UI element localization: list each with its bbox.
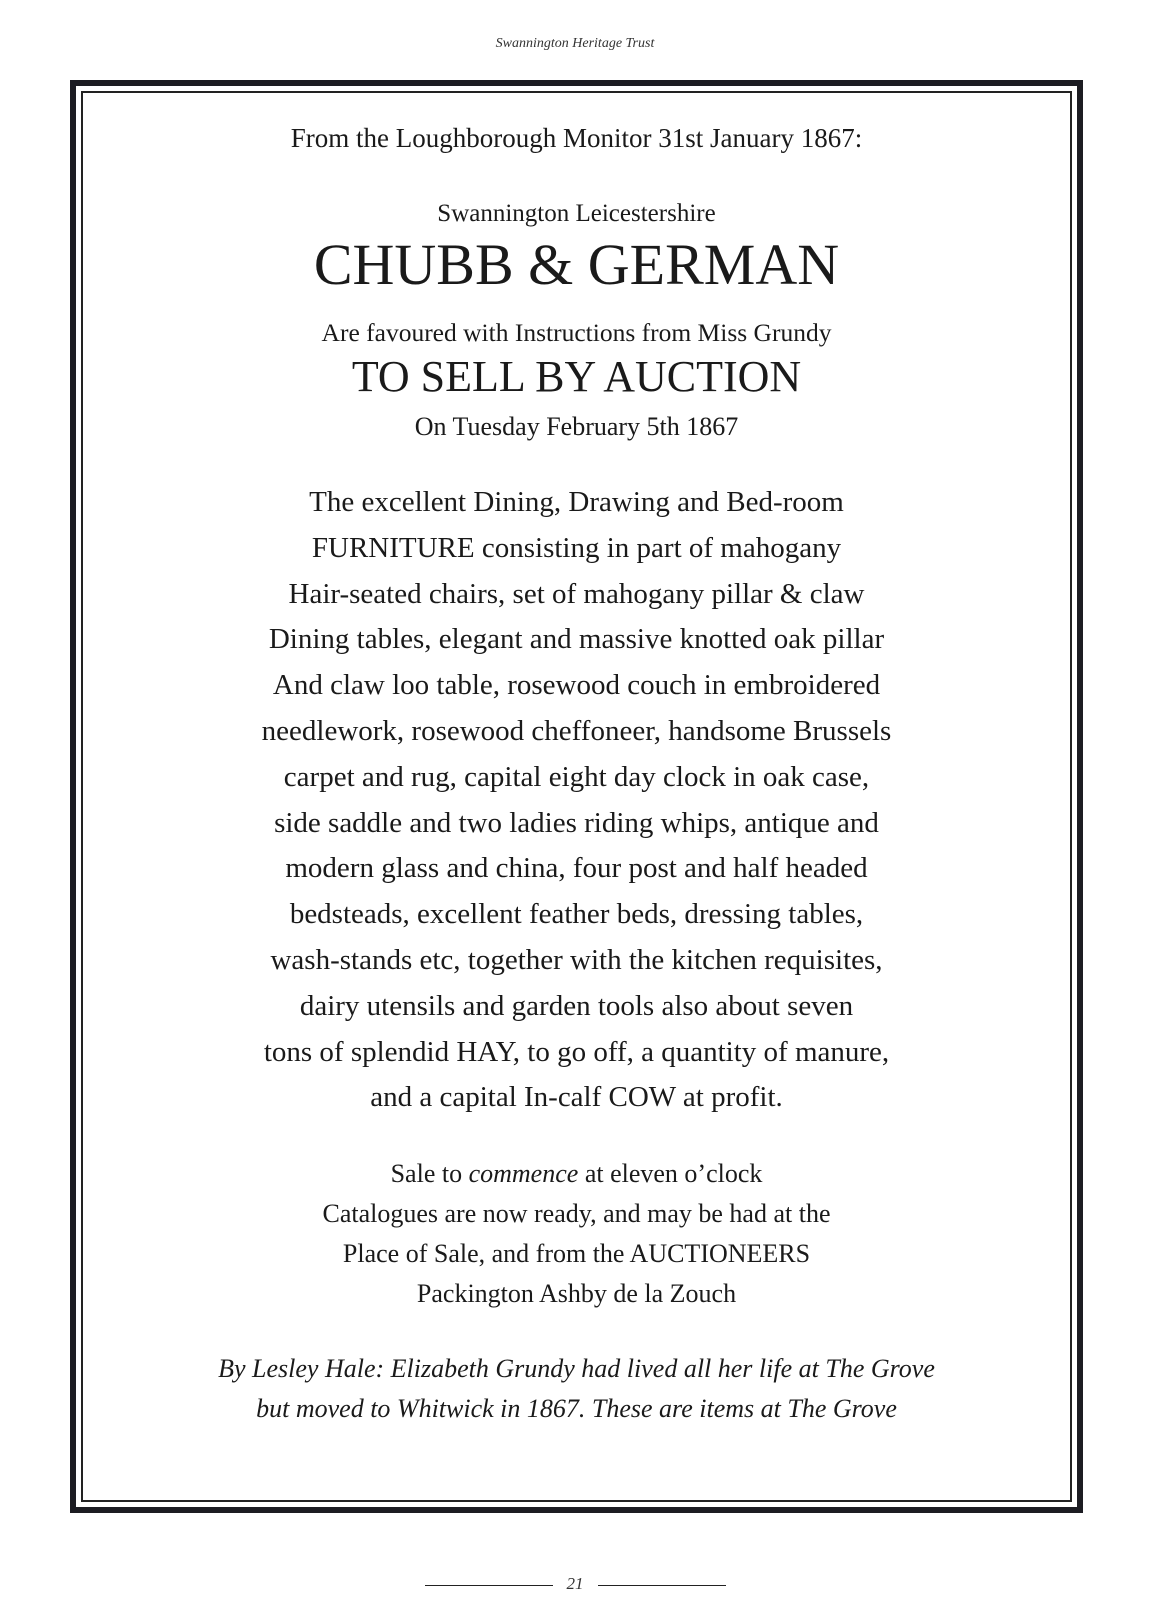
headline: TO SELL BY AUCTION: [351, 352, 802, 401]
auctioneer-name: CHUBB & GERMAN: [313, 232, 840, 297]
sale-start-text: Sale to: [390, 1159, 469, 1188]
body-line: tons of splendid HAY, to go off, a quantity of manure,: [263, 1035, 890, 1068]
note-line: By Lesley Hale: Elizabeth Grundy had lived all her life at The Grove: [218, 1354, 935, 1383]
body-line: needlework, rosewood cheffoneer, handsome Brussels: [261, 715, 892, 747]
running-head: Swannington Heritage Trust: [495, 36, 655, 51]
body-line: and a capital In-calf COW at profit.: [370, 1081, 783, 1114]
sale-start-line: [76, 1159, 1077, 1189]
footer-rule-right: [598, 1585, 726, 1586]
body-line: bedsteads, excellent feather beds, dressing tables,: [289, 898, 864, 931]
catalogue-line: Catalogues are now ready, and may be had at the: [322, 1199, 831, 1228]
body-line: And claw loo table, rosewood couch in embroidered: [272, 669, 881, 702]
date-line: On Tuesday February 5th 1867: [414, 412, 739, 441]
advert-frame: [70, 80, 1083, 1513]
footer-rule-left: [425, 1585, 553, 1586]
source-line: From the Loughborough Monitor 31st January 1867:: [290, 123, 863, 153]
page-number: 21: [566, 1574, 584, 1593]
sale-start-emphasis: commence: [468, 1159, 579, 1188]
page-footer: [0, 1574, 1150, 1594]
address-line: Packington Ashby de la Zouch: [416, 1279, 737, 1308]
note-line: but moved to Whitwick in 1867. These are items at The Grove: [256, 1394, 897, 1423]
body-line: modern glass and china, four post and half headed: [285, 852, 868, 885]
body-line: The excellent Dining, Drawing and Bed-room: [309, 486, 844, 518]
auctioneers-line: Place of Sale, and from the AUCTIONEERS: [342, 1239, 811, 1268]
body-line: carpet and rug, capital eight day clock in oak case,: [283, 760, 870, 793]
body-line: FURNITURE consisting in part of mahogany: [311, 531, 842, 564]
sale-start-time: at eleven o’clock: [578, 1159, 763, 1188]
body-line: Dining tables, elegant and massive knotted oak pillar: [268, 623, 885, 656]
body-line: dairy utensils and garden tools also about seven: [299, 989, 854, 1022]
body-line: side saddle and two ladies riding whips, antique and: [274, 806, 879, 839]
body-line: wash-stands etc, together with the kitchen requisites,: [270, 944, 883, 976]
body-line: Hair-seated chairs, set of mahogany pillar & claw: [288, 577, 865, 610]
instruction-line: Are favoured with Instructions from Miss Grundy: [321, 318, 832, 347]
location: Swannington Leicestershire: [437, 200, 716, 227]
